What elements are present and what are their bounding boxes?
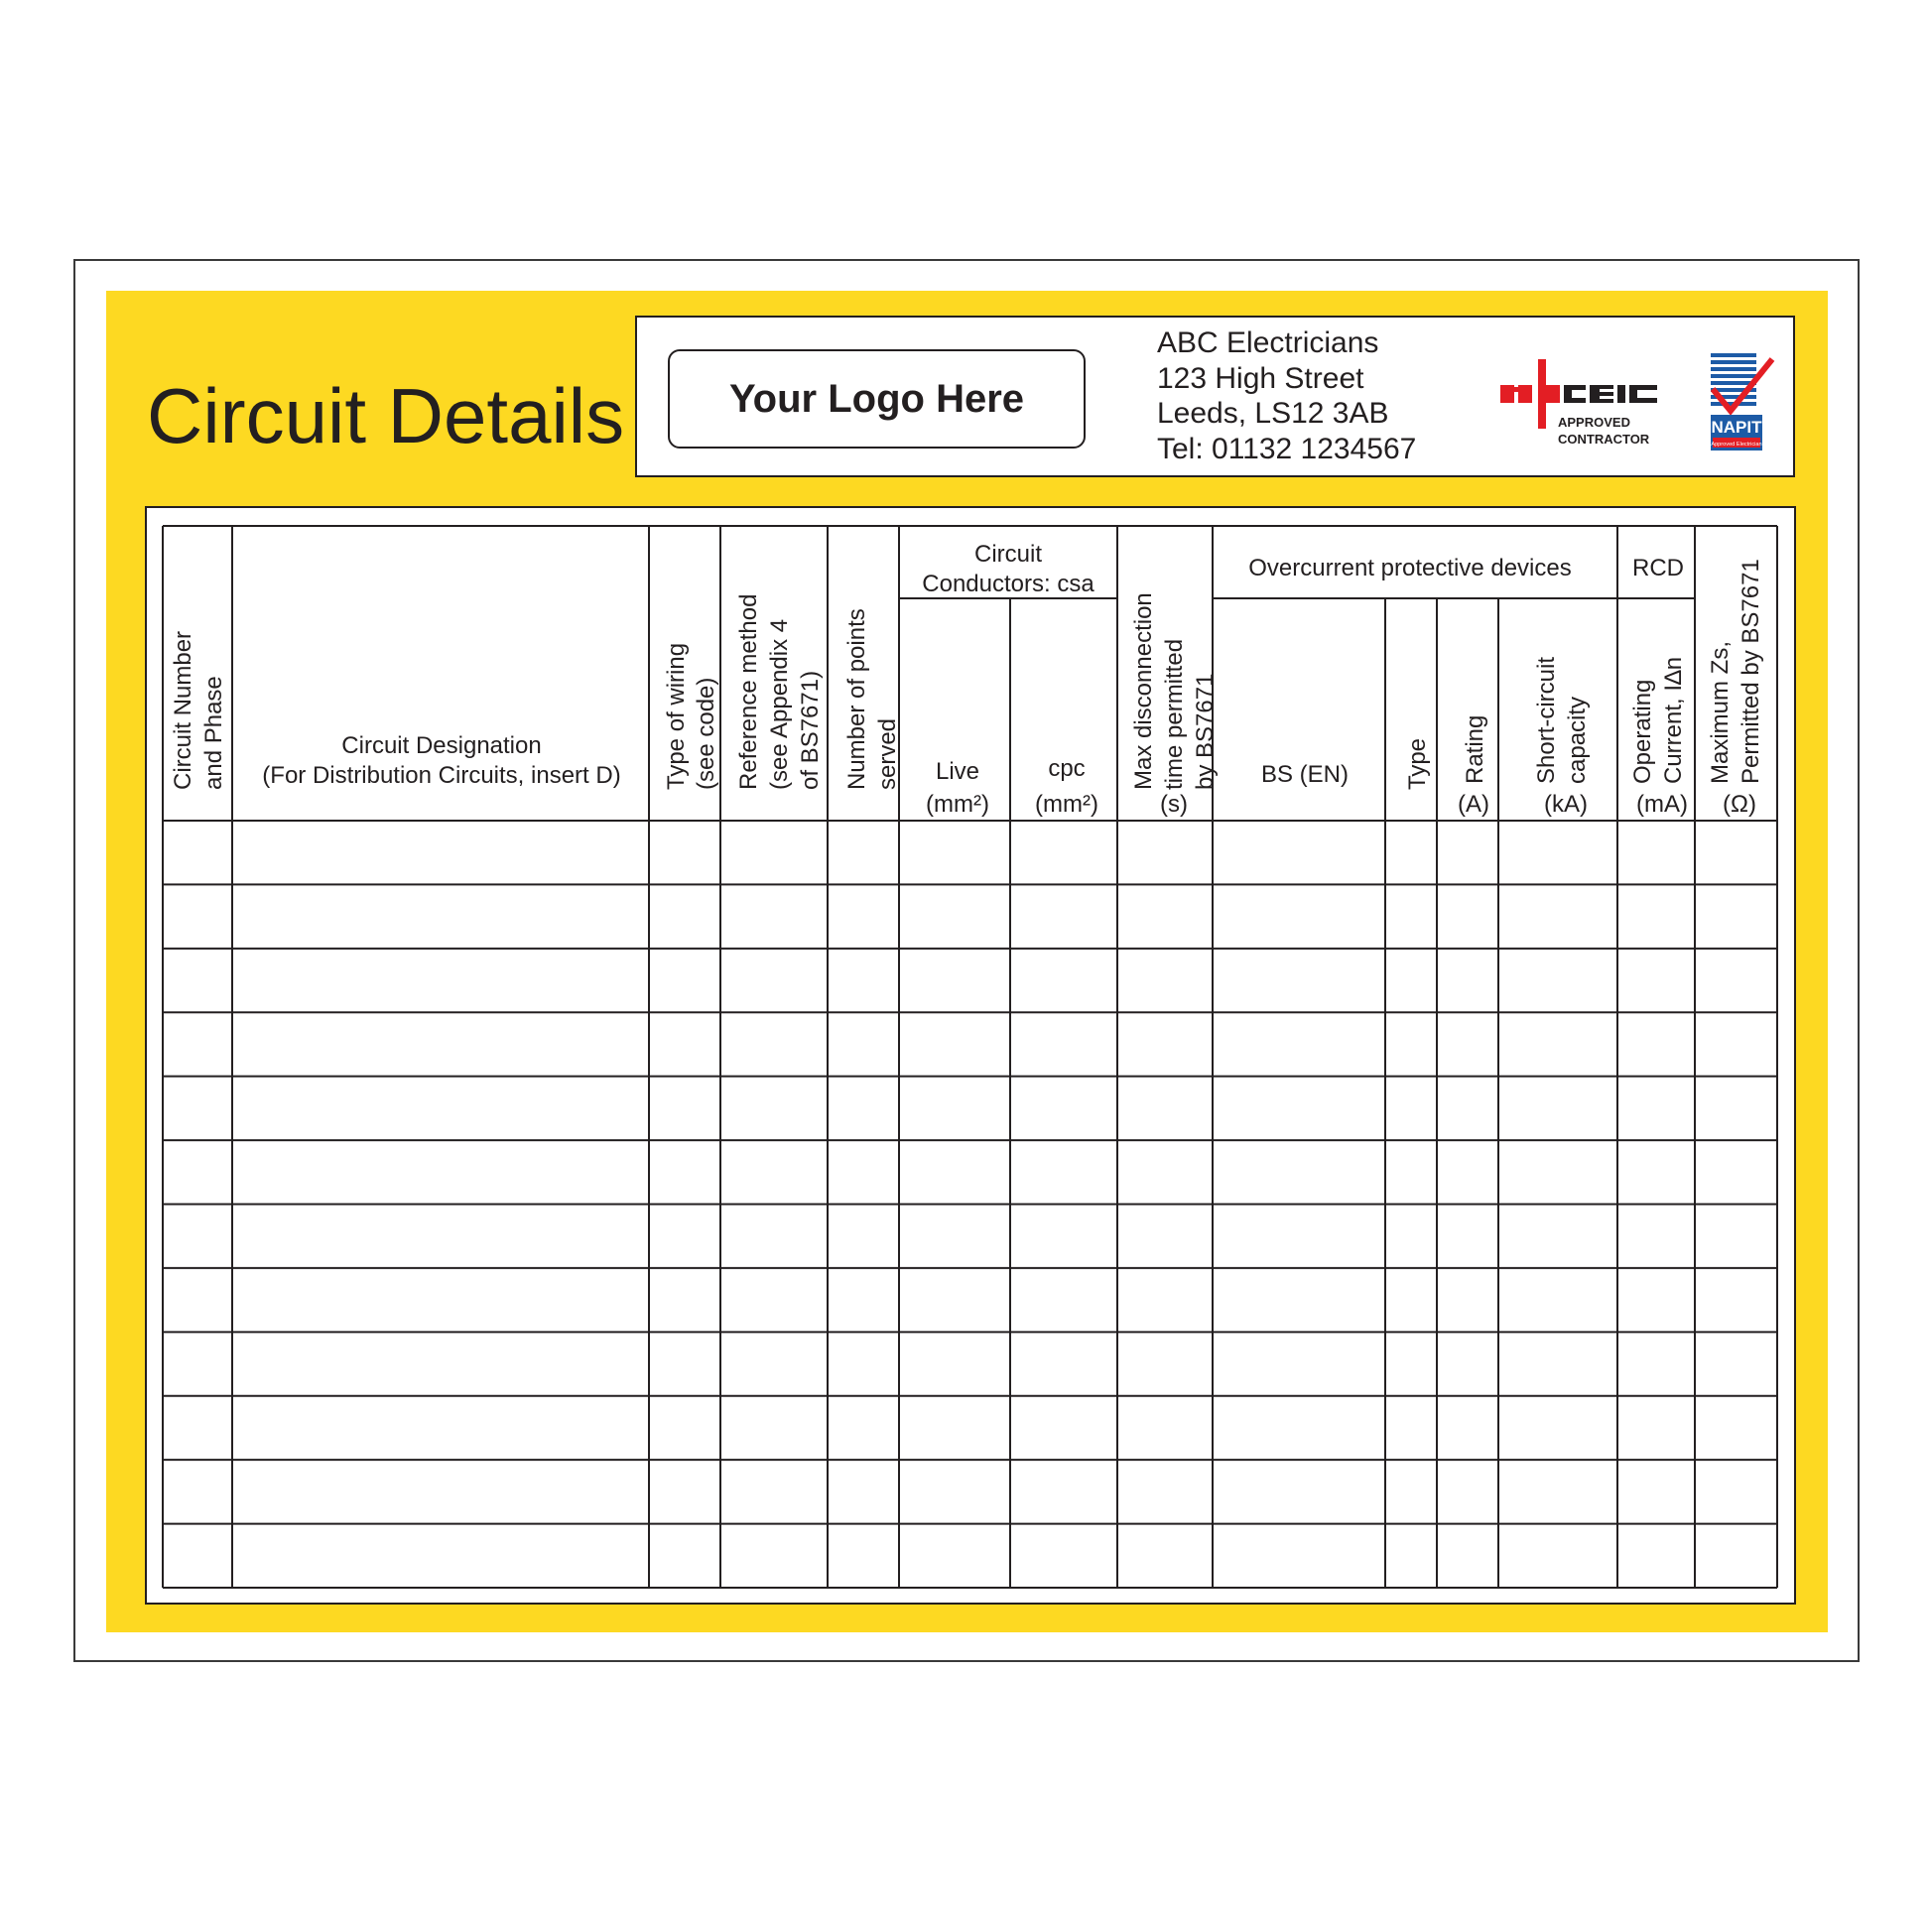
niceic-contractor: CONTRACTOR xyxy=(1558,432,1650,447)
header-circuit-number-line1: Circuit Number xyxy=(170,630,196,790)
header-disconnection-line2: time permitted xyxy=(1161,638,1188,790)
header-cpc-line2: (mm²) xyxy=(1035,791,1098,818)
header-operating-line1: Operating xyxy=(1629,679,1656,784)
header-short-circuit-line1: Short-circuit xyxy=(1533,656,1560,784)
header-short-circuit-line2: capacity xyxy=(1564,696,1591,784)
header-reference-line2: (see Appendix 4 xyxy=(766,618,793,790)
company-name: ABC Electricians xyxy=(1157,326,1379,359)
header-rcd: RCD xyxy=(1632,555,1684,581)
company-phone: Tel: 01132 1234567 xyxy=(1157,432,1417,465)
header-rating-unit: (A) xyxy=(1458,791,1489,818)
header-reference-line3: of BS7671) xyxy=(797,670,824,790)
header-wiring-line2: (see code) xyxy=(693,677,719,790)
header-disconnection-line1: Max disconnection xyxy=(1130,592,1157,790)
header-bs-en: BS (EN) xyxy=(1260,761,1350,788)
header-conductors-line1: Circuit xyxy=(973,541,1043,568)
napit-sub: Approved Electrician xyxy=(1711,442,1762,448)
company-street: 123 High Street xyxy=(1157,361,1364,395)
header-live-line1: Live xyxy=(935,758,980,785)
header-disconnection-unit: (s) xyxy=(1160,791,1188,818)
header-circuit-number-line2: and Phase xyxy=(200,676,227,790)
niceic-approved: APPROVED xyxy=(1558,415,1630,430)
header-max-zs-unit: (Ω) xyxy=(1723,791,1756,818)
header-conductors-line2: Conductors: csa xyxy=(922,571,1094,597)
header-max-zs-line2: Permitted by BS7671 xyxy=(1738,559,1764,784)
company-city: Leeds, LS12 3AB xyxy=(1157,397,1389,430)
header-max-zs-line1: Maximum Zs, xyxy=(1707,641,1734,784)
header-ocpd: Overcurrent protective devices xyxy=(1248,555,1572,581)
page-title: Circuit Details xyxy=(147,372,625,459)
header-operating-line2: Current, I∆n xyxy=(1660,656,1687,784)
header-type: Type xyxy=(1404,737,1431,790)
header-live-line2: (mm²) xyxy=(926,791,989,818)
header-short-circuit-unit: (kA) xyxy=(1544,791,1588,818)
header-designation-line2: (For Distribution Circuits, insert D) xyxy=(262,762,621,789)
header-cpc-line1: cpc xyxy=(1048,755,1086,782)
header-operating-unit: (mA) xyxy=(1636,791,1688,818)
header-points-line1: Number of points xyxy=(843,608,870,790)
logo-placeholder: Your Logo Here xyxy=(668,349,1086,449)
header-disconnection-line3: by BS7671 xyxy=(1192,673,1219,790)
header-rating-line1: Rating xyxy=(1462,714,1488,784)
header-designation-line1: Circuit Designation xyxy=(341,732,542,759)
header-points-line2: served xyxy=(874,717,901,790)
header-wiring-line1: Type of wiring xyxy=(663,642,690,790)
header-reference-line1: Reference method xyxy=(735,593,762,790)
napit-name: NAPIT xyxy=(1711,418,1762,437)
